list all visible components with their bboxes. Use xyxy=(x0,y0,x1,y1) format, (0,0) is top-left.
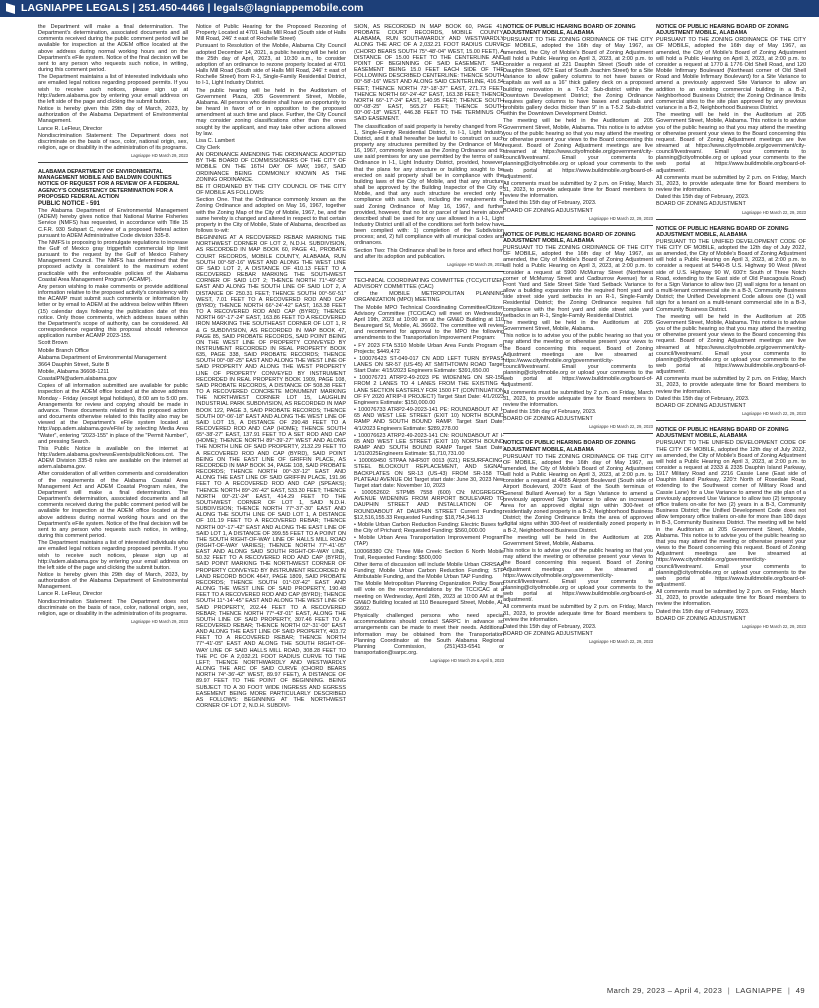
notice-paragraph: The NMFS is proposing to promulgate regulations to increase the Gulf of Mexico gray triggerfish commercial trip limit pursuant to the request by the Gulf of Mexico Fishery Management Council. The NMFS has determined that the proposed activity is consistent to the maximum extent practicable with the enforceable policies of the Alabama Coastal Area Management Program (ACAMP). xyxy=(38,239,188,283)
column-3 xyxy=(354,24,504,979)
notice-paragraph: This notice is to advise you of the public hearing so that you may attend the meeting or otherwise present your views to the Board concerning this request. Board of Zoning Adjustment meetings are live streamed at https://www.cityofmobile.org/government/city-council/livestream/. Email your comments to planning@cityofmobile.org or upload your comments to the web portal at https://www.buildmobile.org/board-of-adjustment/. xyxy=(503,333,653,389)
column-1 xyxy=(38,24,188,979)
notice-paragraph: • 100069450 STPAA NHF50T 0013 (621) RESURFACING, STEEL BLOCKOUT REPLACEMENT, AND SIGNAL BACKPLATES ON SR-13 (US-43) FROM SR-158 TO PLATEAU AVENUE Old Target start date: June 30, 2023 New Target start date: November 10, 2023 xyxy=(354,458,504,489)
notice-paragraph: The Mobile Metropolitan Planning Organization Policy Board will vote on the recommendations by the TCC/CAC at a meeting on Wednesday, April 26th, 2023 at 10:00 AM at the GM&O Building located at 110 Beauregard Street, Mobile, AL 36602. xyxy=(354,581,504,612)
notice-divider xyxy=(503,433,653,434)
notice-divider xyxy=(656,420,806,421)
legal-notice xyxy=(503,24,653,221)
notice-paragraph: • 100052602: STPMB 7558 (600) CN: MCGREGOR AVENUE WIDENING FROM AIRPORT BOULEVARD TO DAUPHIN STREET AND INSTALLATION OF A ROUNDABOUT AT DAUPHIN STREET Current Funding: $12,516,155.33 Requested Funding: $18,754,346.13 xyxy=(354,490,504,521)
notice-paragraph: The Alabama Department of Environmental Management (ADEM) hereby gives notice that National Marine Fisheries Service (NMFS) has requested, in accordance with Title 15 C.F.R. 930 Subpart C, review of a proposed federal action pursuant to ADEM Administrative Code division 335-8. xyxy=(38,208,188,239)
notice-paragraph: PURSUANT TO THE ZONING ORDINANCE OF THE CITY OF MOBILE, adopted the 16th day of May 1967, as amended, the City of Mobile's Board of Zoning Adjustment will hold a Public Hearing on April 3, 2023, at 2:00 p.m. to consider a request at 5900 McMurray Street (Northwest corner of McMurray Street and Cadburrow Avenue) for a Front Yard and Side Street Side Yard Setback Variance to allow a building expansion into the required front yard and side street side yard setbacks in an R-1, Single-Family Residential District; the Zoning Ordinance requires full compliance with the front yard and side street side yard setbacks in an R-1, Single-Family Residential District. xyxy=(503,245,653,319)
notice-paragraph: • 100076733 ATRP2-49-2023-141 PE: ROUNDABOUT AT I-65 AND WEST LEE STREET (EXIT 10) NORTH BOUND RAMP AND SOUTH BOUND RAMP. Target Start Date: 4/1/2023 Engineers Estimate: $289,278.00 xyxy=(354,407,504,432)
notice-paragraph: Physically challenged persons who need special accommodations should contact SARPC in advance so arrangements can be made to meet their needs. Additional information may be obtained from the Transportation Planning Coordinator at the South Alabama Regional Planning Commission, (251)433-6541 or transportation@sarpc.org. xyxy=(354,613,504,656)
notice-paragraph: Lance R. LeFleur, Director xyxy=(38,125,103,132)
notice-divider xyxy=(656,219,806,220)
page-footer xyxy=(607,986,805,995)
notice-credit: Lagniappe HD March 29, 2023 xyxy=(130,619,188,625)
notice-heading: NOTICE OF PUBLIC HEARING BOARD OF ZONING ADJUSTMENT MOBILE, ALABAMA xyxy=(503,24,636,37)
notice-paragraph: The meeting will be held in the Auditorium at 205 Government Street, Mobile, Alabama. xyxy=(503,319,653,333)
masthead-text: LAGNIAPPE LEGALS | 251.450-4466 | legals@lagniappemobile.com xyxy=(21,2,364,14)
notice-paragraph: Section Two: This Ordinance shall be in force and effect from and after its adoption and publication. xyxy=(354,247,504,260)
notice-heading: NOTICE OF PUBLIC HEARING BOARD OF ZONING ADJUSTMENT MOBILE, ALABAMA xyxy=(656,225,789,238)
notice-paragraph: PURSUANT TO THE ZONING ORDINANCE OF THE CITY OF MOBILE, adopted the 16th day of May 1967, as amended, the City of Mobile's Board of Zoning Adjustment will hold a Public Hearing on April 3, 2023, at 2:00 p.m. to consider a request at 1770 & 1776 Old Shell Road, and 120 Mobile Infirmary Boulevard (Northeast corner of Old Shell Road and Mobile Infirmary Boulevard) for a Site Variance to amend a previously approved Site Variance to allow an addition to an existing commercial building in a B-2, Neighborhood Business District; the Zoning Ordinance limits commercial sites to the site plan approved by any previous variance in a B-2, Neighborhood Business District. xyxy=(656,37,806,112)
notice-paragraph: The Mobile MPO Technical Coordinating Committee/Citizen Advisory Committee (TCC/CAC) will meet on Wednesday, April 19th, 2023 at 10:00 am at the GM&O Building at 110 Beauregard St, Mobile, AL 36602. The committee will review and recommend for approval to the MPO the following amendments to the Transportation Improvement Program: xyxy=(354,304,504,342)
notice-paragraph: BOARD OF ZONING ADJUSTMENT xyxy=(656,402,746,409)
notice-paragraph: Lisa C. Lambert xyxy=(196,137,235,144)
notice-paragraph: 100068380 CN: Three Mile Creek: Section 6 North Mobile Trail, Requested Funding: $500,000 xyxy=(354,548,504,561)
notice-paragraph: • Mobile Urban Area Transportation Improvement Program (TAP) xyxy=(354,535,504,548)
notice-paragraph: PURSUANT TO THE ZONING ORDINANCE OF THE CITY OF MOBILE, adopted the 16th day of May 1967, as amended, the City of Mobile's Board of Zoning Adjustment will hold a Public Hearing on April 3, 2023, at 2:00 p.m. to consider a request at 4685 Airport Boulevard (South side of Airport Boulevard, 200'± East of the South terminus of General Bullard Avenue) for a Sign Variance to amend a previously approved Sign Variance to allow an increased area for an approved digital sign within 300-feet of residentially zoned property in a B-2, Neighborhood Business District; the Zoning Ordinance limits the area of approved digital signs within 300-feet of residentially zoned property in a B-2, Neighborhood Business District. xyxy=(503,453,653,534)
notice-paragraph: Dated this 15th day of February, 2023. xyxy=(656,608,750,615)
notice-paragraph: CoastalPN@adem.alabama.gov xyxy=(38,376,117,383)
notice-paragraph: • FY 2023 FTA 5310 Mobile Urban Area Funds Program of Projects; $449,472 xyxy=(354,342,504,355)
notice-paragraph: The meeting will be held in the Auditorium at 205 Government Street, Mobile, Alabama. xyxy=(503,534,653,547)
notice-paragraph: Mobile Branch Office xyxy=(38,347,89,354)
notice-paragraph: Any person wishing to make comments or provide additional information relative to the proposed activity's consistency with the ACAMP must submit such comments or information by letter or by email to ADEM at the address below within fifteen (15) calendar days following the publication date of this notice. Only those comments, which address issues within the Department's scope of authority, can be considered. All correspondence regarding this proposal should reference application number ACAMP 2023-155. xyxy=(38,283,188,340)
notice-paragraph: Notice is hereby given this 29th day of March, 2023, by authorization of the Alabama Department of Environmental Management. xyxy=(38,106,188,125)
notice-paragraph: Copies of all information submitted are available for public inspection at the ADEM office located at the above address Monday - Friday (except legal holidays), 8:00 am to 5:00 pm. Arrangements for review and copying should be made in advance. These documents related to this proposed action and documents otherwise related to this facility also may be viewed at the Department's eFile system located at http://app.adem.alabama.gov/eFile/ by selecting Media Area "Water", entering "2023-155" in place of the "Permit Number", and pressing Search. xyxy=(38,383,188,445)
notice-paragraph: SION, AS RECORDED IN MAP BOOK 60, PAGE 41, PROBATE COURT RECORDS, MOBILE COUNTY, ALABAMA, RUN SOUTHWARDLY AND WESTWARDLY ALONG THE ARC OF A 2,032.21 FOOT RADIUS CURVE (CHORD BEARS SOUTH 75°-48'-04" WEST, 15.00 FEET), A DISTANCE OF 15.00 FEET TO THE CENTERLINE AND POINT OF BEGINNING OF SAID EASEMENT. SAID EASEMENT BEING 15.0 FEET EACH SIDE OF THE FOLLOWING DESCRIBED CENTERLINE: THENCE SOUTH 00°-58'-16" WEST AND ALONG SAID CENTERLINE, 416.54 FEET; THENCE NORTH 73°-18'-37" EAST, 271.73 FEET; THENCE NORTH 66°-24'-42" EAST, 163.38 FEET; THENCE NORTH 66°-17'-24" EAST, 140.95 FEET; THENCE SOUTH 00°-08'-25" EAST, 565.27 FEET; THENCE SOUTH 00°-06'-18" WEST, 446.38 FEET TO THE TERMINUS OF SAID EASEMENT. xyxy=(354,24,504,123)
notice-paragraph: • 100076423 ST-049-017 CN ADD LEFT TURN BYPASS LANES ON SR-57 (US-45) AT SMITHTOWN ROAD Target Start Date: 4/15/2023 Engineers Estimate: $391,650.00 xyxy=(354,355,504,375)
notice-divider xyxy=(354,271,504,272)
notice-credit: Lagniappe HD March 22, 29, 2023 xyxy=(741,209,806,215)
notice-credit: Lagniappe HD March 29, 2023 xyxy=(446,261,504,267)
notice-paragraph: Notice of Public Hearing for the Proposed Rezoning of Property Located at 4701 Halls Mill Road (South side of Halls Mill Road, 246' ± east of Rochelle Street) xyxy=(196,24,346,43)
notice-heading: NOTICE OF PUBLIC HEARING BOARD OF ZONING ADJUSTMENT MOBILE, ALABAMA xyxy=(503,231,636,244)
notice-paragraph: 3664 Dauphin Street, Suite B xyxy=(38,361,110,368)
notice-paragraph: Alabama Department of Environmental Management xyxy=(38,354,167,361)
notice-heading: NOTICE OF PUBLIC HEARING BOARD OF ZONING ADJUSTMENT MOBILE, ALABAMA xyxy=(503,440,636,453)
notice-heading: ALABAMA DEPARTMENT OF ENVIRONMENTAL MANAGEMENT MOBILE AND BALDWIN COUNTIES NOTICE OF REQUEST FOR A REVIEW OF A FEDERAL AGENCY'S CONSISTENCY DETERMINATION FOR A PROPOSED FEDERAL ACTION xyxy=(38,169,180,200)
notice-paragraph: This Public Notice is available on the internet at http://adem.alabama.gov/newsEvents/publicNotices.cnt. The ADEM Division 335-8 rules are available on the internet at adem.alabama.gov. xyxy=(38,445,188,471)
notice-credit: Lagniappe HD March 22, 29, 2023 xyxy=(588,215,653,221)
notice-paragraph: Other items of discussion will include Mobile Urban CRRSAA Funding; Mobile Urban Carbon Reduction Funding; STP Attributable Funding, and the Mobile Urban TAP Funding. xyxy=(354,561,504,581)
notice-paragraph: The Department maintains a list of interested individuals who are emailed legal notices regarding proposed permits. If you wish to receive such notices, please sign up at http://adem.alabama.gov by entering your email address on the left side of the page and clicking the submit button. xyxy=(38,540,188,571)
notice-paragraph: Dated this 15th day of February, 2023. xyxy=(503,623,597,630)
notice-paragraph: the Department will make a final determination. The Department's determination, associated documents and all comments received during the public comment period will be available for inspection at the ADEM office located at the above address during normal working hours and on the Department's eFile system. Notice of the final decision will be sent to any person who requests such notice, in writing, during this comment period. xyxy=(38,24,188,74)
notice-paragraph: After consideration of all written comments and consideration of the requirements of the Alabama Coastal Area Management Act and ADEM Coastal Program rules, the Department will make a final determination. The Department's determination, associated documents and all comments received during the public comment period will be available for inspection at the ADEM office located at the above address during normal working hours and on the Department's eFile system. Notice of the final decision will be sent to any person who requests such notice, in writing, during this comment period. xyxy=(38,471,188,540)
notice-paragraph: The Department maintains a list of interested individuals who are emailed legal notices regarding proposed permits. If you wish to receive such notices, please sign up at http://adem.alabama.gov by entering your email address on the left side of the page and clicking the submit button. xyxy=(38,74,188,105)
notice-paragraph: All comments must be submitted by 2 p.m. on Friday, March 31, 2023, to provide adequate time for Board members to review the information. xyxy=(656,589,806,608)
footer-divider: | xyxy=(727,986,731,995)
notice-paragraph: Dated this 15th day of February, 2023. xyxy=(656,395,750,402)
notice-heading: NOTICE OF PUBLIC HEARING BOARD OF ZONING ADJUSTMENT MOBILE, ALABAMA xyxy=(656,24,789,37)
notice-credit: Lagniappe HD March 29 & April 5, 2023 xyxy=(430,658,504,664)
notice-paragraph: BOARD OF ZONING ADJUSTMENT xyxy=(503,631,593,638)
notice-paragraph: BOARD OF ZONING ADJUSTMENT xyxy=(503,207,593,214)
notice-paragraph: Dated this 15th day of February, 2023. xyxy=(503,409,597,416)
notice-paragraph: Pursuant to Resolution of the Mobile, Alabama City Council adopted December 14, 2021, a public hearing will be held on the 25th day of April, 2023, at 10:30 a.m., to consider adoption of an ordinance to rezone property located at 4701 Halls Mill Road (South side of Halls Mill Road, 246' ± east of Rochelle Street) from R-1, Single-Family Residential District, to I-1, Light Industry District. xyxy=(196,43,346,87)
notice-paragraph: All comments must be submitted by 2 p.m. on Friday, March 31, 2023, to provide adequate time for Board members to review the information. xyxy=(503,180,653,200)
legal-notice xyxy=(354,278,504,663)
notice-heading: NOTICE OF PUBLIC HEARING BOARD OF ZONING ADJUSTMENT MOBILE, ALABAMA xyxy=(656,427,789,440)
notice-paragraph: PURSUANT TO THE ZONING ORDINANCE OF THE CITY OF MOBILE, adopted the 16th day of May 1967, as amended, the City of Mobile's Board of Zoning Adjustment will hold a Public Hearing on April 3, 2023, at 2:00 p.m. to consider a request at 221 Dauphin Street (South side of Dauphin Street, 60'± East of South Joachim Street) for a Site Variance to allow gallery columns to not have bases or capitals as well as a 16" thick gallery deck on a proposed building renovation in a T-5.2 Sub-district within the Downtown Development District; the Zoning Ordinance requires gallery columns to have bases and capitals and prohibits gallery decks thicker than 9" in a T-5.2 Sub-district within the Downtown Development District. xyxy=(503,37,653,118)
notice-paragraph: The meeting will be held in the Auditorium at 205 Government Street, Mobile, Alabama. This notice is to advise you of the public hearing so that you may attend the meeting or otherwise present your views to the Board concerning this request. Board of Zoning Adjustment meetings are live streamed at https://www.cityofmobile.org/government/city-council/livestream/. Email your comments to planning@cityofmobile.org or upload your comments to the web portal at https://www.buildmobile.org/board-of-adjustment/. xyxy=(503,118,653,180)
notice-credit: Lagniappe HD March 22, 29, 2023 xyxy=(588,424,653,430)
notice-paragraph: • Mobile Urban Carbon Reduction Funding: Electric Buses for the City of Prichard; Requested Funding: $560,000.00 xyxy=(354,521,504,535)
notice-credit: Lagniappe HD March 29, 2023 xyxy=(130,153,188,159)
notice-paragraph: Dated this 15th day of February, 2023. xyxy=(503,200,597,207)
notice-paragraph: BOARD OF ZONING ADJUSTMENT xyxy=(656,615,746,622)
notice-paragraph: of the MOBILE METROPOLITAN PLANNING ORGANIZATION (MPO) MEETING xyxy=(354,291,504,304)
notice-paragraph: Lance R. LeFleur, Director xyxy=(38,591,103,598)
notice-paragraph: Dated this 15th day of February, 2023. xyxy=(656,194,750,201)
notice-paragraph: Section One. That the Ordinance commonly known as the Zoning Ordinance and adopted on May 16, 1967, together with the Zoning Map of the City of Mobile, 1967, be, and the same hereby is changed and altered in respect to that certain property in the City of Mobile, State of Alabama, described as follows to-wit: xyxy=(196,197,346,234)
page-number: 49 xyxy=(795,986,805,995)
notice-paragraph: • 100076721 ATRP2-49-2023 PE WIDENING ON SR-158 FROM 2 LANES TO 4 LANES FROM THE EXISTING 4 LANE SECTION EASTERLY FOR 1500 FT (CONTINUATION OF FY 2020 ATRIP-II PROJECT) Target Start Date: 4/1/2023 Engineers Estimate: $150,000.00 xyxy=(354,375,504,406)
legal-notice xyxy=(503,232,653,430)
column-2 xyxy=(196,24,346,979)
notice-credit: Lagniappe HD March 22, 29, 2023 xyxy=(741,623,806,629)
notice-credit: Lagniappe HD March 22, 29, 2023 xyxy=(588,639,653,645)
notice-paragraph: BOARD OF ZONING ADJUSTMENT xyxy=(656,201,746,208)
issue-date: March 29, 2023 – April 4, 2023 xyxy=(606,986,723,995)
legal-notice xyxy=(38,169,188,624)
notice-paragraph: The meeting will be held in the Auditorium at 205 Government Street, Mobile, Alabama. This notice is to advise you of the public hearing so that you may attend the meeting or otherwise present your views to the Board concerning this request. Board of Zoning Adjustment meetings are live streamed at https://www.cityofmobile.org/government/city-council/livestream/. Email your comments to planning@cityofmobile.org or upload your comments to the web portal at https://www.buildmobile.org/board-of-adjustment/. xyxy=(656,313,806,376)
footer-divider: | xyxy=(787,986,791,995)
notice-paragraph: All comments must be submitted by 2 p.m. on Friday, March 31, 2023, to provide adequate time for Board members to review the information. xyxy=(503,604,653,623)
notice-paragraph: • 100076623 ATRP2-49-2023-141 CN: ROUNDABOUT AT I-65 AND WEST LEE STREET (EXIT 10) NORTH BOUND RAMP AND SOUTH BOUND RAMP Target Start Date: 1/31/2025Engineers Estimate: $1,710,731.00 xyxy=(354,432,504,458)
notice-paragraph: BOARD OF ZONING ADJUSTMENT xyxy=(503,416,593,423)
notice-paragraph: Mobile, Alabama 36608-1211 xyxy=(38,368,110,375)
notice-paragraph: The classification of said property is hereby changed from R-1, Single-Family Residential District, to I-1, Light Industry District, and it shall hereafter be lawful to construct on such property any structures permitted by the Ordinance of May 16, 1967, commonly known as the Zoning Ordinance and to use said premises for any use permitted by the terms of said Ordinance in I-1, Light Industry District, provided, however, that the plans for any structure or building sought to be erected on said property shall be in compliance with the building laws of the City of Mobile, and that any structure shall be approved by the Building Inspector of the City of Mobile, and that any such structure be erected only in compliance with such laws, including the requirements of said Zoning Ordinance of May 16, 1967, and further provided, however, that no lot or parcel of land herein above described shall be used for any use allowed in a I-1, Light Industry District until all of the conditions set forth below have been complied with: 1) completion of the Subdivision process; and, 2) full compliance with all municipal codes and ordinances. xyxy=(354,123,504,247)
notice-paragraph: The public hearing will be held in the Auditorium of Government Plaza, 205 Government Street, Mobile, Alabama. All persons who desire shall have an opportunity to be heard in favor of or in opposition to the proposed amendment at such time and place. Further, the City Council may consider zoning classifications other than the ones sought by the applicant, and may take other actions allowed by law. xyxy=(196,87,346,137)
notice-paragraph: All comments must be submitted by 2 p.m. on Friday, March 31, 2023, to provide adequate time for Board members to review the information. xyxy=(656,174,806,194)
footer-brand: LAGNIAPPE xyxy=(735,986,783,995)
column-4 xyxy=(503,24,653,979)
legal-notice xyxy=(656,24,806,215)
notice-paragraph: PURSUANT TO THE UNIFIED DEVELOPMENT CODE OF THE CITY OF MOBILE, adopted the 12th day of July 2022, as amended, the City of Mobile's Board of Zoning Adjustment will hold a Public Hearing on April 3, 2023, at 2:00 p.m. to consider a request at 5440-B U.S. Highway 90 West (West side of U.S. Highway 90 W, 600'± South of Three Notch Road, extending to the East side of Old Pascagoula Road) for a Sign Variance to allow two (2) wall signs for a tenant on a multi-tenant commercial site in a B-3, Community Business District; the Unified Development Code allows one (1) wall sign for a tenant on a multi-tenant commercial site in a B-3, Community Business District. xyxy=(656,238,806,313)
public-notice-number: PUBLIC NOTICE - 591 xyxy=(38,200,101,207)
notice-divider xyxy=(38,162,188,163)
notice-paragraph: All comments must be submitted by 2 p.m. on Friday, March 31, 2023, to provide adequate time for Board members to review the information. xyxy=(656,376,806,395)
legal-notices-page xyxy=(38,24,813,979)
notice-paragraph: AN ORDINANCE AMENDING THE ORDINANCE ADOPTED BY THE BOARD OF COMMISSIONERS OF THE CITY OF MOBILE ON THE 16TH DAY OF MAY, 1967, SAID ORDINANCE BEING COMMONLY KNOWN AS THE ZONING ORDINANCE. xyxy=(196,152,346,183)
notice-paragraph: Nondiscrimination Statement: The Department does not discriminate on the basis of race, color, national origin, sex, religion, age or disability in the administration of its programs. xyxy=(38,598,188,617)
legal-notice xyxy=(656,427,806,629)
notice-paragraph: City Clerk xyxy=(196,144,220,151)
notice-paragraph: TECHNICAL COORDINATING COMMITTEE (TCC)/CITIZEN ADVISORY COMMITTEE (CAC) xyxy=(354,277,504,291)
notice-paragraph: BE IT ORDAINED BY THE CITY COUNCIL OF THE CITY OF MOBILE AS FOLLOWS: xyxy=(196,183,346,197)
notice-paragraph: All comments must be submitted by 2 p.m. on Friday, March 31, 2023, to provide adequate time for Board members to review the information. xyxy=(503,389,653,408)
masthead xyxy=(0,0,819,17)
column-5 xyxy=(656,24,806,979)
legal-notice xyxy=(196,24,346,709)
legal-notice xyxy=(503,440,653,644)
notice-paragraph: Scott Brown xyxy=(38,340,68,347)
legal-notice xyxy=(656,226,806,417)
notice-paragraph: BEGINNING AT A RECOVERED REBAR MARKING THE NORTHWEST CORNER OF LOT 2, N.D.H. SUBDIVISION, AS RECORDED IN MAP BOOK 60, PAGE 41, PROBATE COURT RECORDS, MOBILE COUNTY, ALABAMA, RUN SOUTH 00°-58'-16" WEST AND ALONG THE WEST LINE OF SAID LOT 2, A DISTANCE OF 410.13 FEET TO A RECOVERED REBAR MARKING THE SOUTHWEST CORNER OF SAID LOT 2; THENCE NORTH 71°-49'-53" EAST AND ALONG THE SOUTH LINE OF SAID LOT 2, A DISTANCE OF 250.31 FEET; THENCE SOUTH 00°-56'-51" WEST, 7.01 FEET TO A RECOVERED ROD AND CAP (BYRD); THENCE NORTH 66°-24'-42" EAST, 163.38 FEET TO A RECOVERED ROD AND CAP (BYRD); THENCE NORTH 66°-17'-24" EAST, 163.86 FEET TO A RECOVERED IRON MARKING THE SOUTHEAST CORNER OF LOT 1, R & G SUBDIVISION, AS RECORDED IN MAP BOOK 47, PAGE 85, SAID PROBATE RECORDS, SAID POINT BEING ON THE WEST LINE OF PROPERTY CONVEYED BY INSTRUMENT RECORDED IN REAL PROPERTY BOOK 635, PAGE 338, SAID PROBATE RECORDS; THENCE SOUTH 00°-08'-25" EAST AND ALONG THE WEST LINE OF SAID PROPERTY AND ALONG THE WEST PROPERTY LINE OF PROPERTY CONVEYED BY INSTRUMENT RECORDED IN REAL PROPERTY BOOK 1909, PAGE 108, SAID PROBATE RECORDS, A DISTANCE OF 508.38 FEET TO A RECOVERED CONCRETE MONUMENT MARKING THE NORTHWEST CORNER LOT 15, LAUGHLIN INDUSTRIAL PARK SUBDIVISION, AS RECORDED IN MAP BOOK 122, PAGE 3, SAID PROBATE RECORDS; THENCE SOUTH 00°-06'-18" EAST AND ALONG THE WEST LINE OF SAID LOT 15, A DISTANCE OF 290.48 FEET TO A RECOVERED ROD AND CAP (HOME); THENCE SOUTH 65°-38'-27" EAST, 137.91 FEET TO A SET ROD AND CAP (HOME); THENCE NORTH 89°-39'-27" WEST AND ALONG THE NORTH LINE OF SAID PROPERTY, 2132.29 FEET TO A RECOVERED ROD AND CAP (BYRD), SAID POINT BEING ON THE EAST LINE OF GRIFFIN PLACE, AS RECORDED IN MAP BOOK 34, PAGE 108, SAID PROBATE RECORDS; THENCE NORTH 00°-33'-12" EAST AND ALONG THE EAST LINE OF SAID GRIFFIN PLACE, 191.96 FEET TO A RECOVERED ROD AND CAP (SPEAKS); THENCE NORTH 89°-26'-42" EAST, 533.30 FEET; THENCE NORTH 00°-21'-24" EAST, 414.29 FEET TO THE SOUTHWEST CORNER OF LOT 1, SAID N.D.H. SUBDIVISION; THENCE NORTH 77°-37'-30" EAST AND ALONG THE SOUTH LINE OF SAID LOT 1, A DISTANCE OF 101.19 FEET TO A RECOVERED REBAR; THENCE NORTH 00°-17'-42" EAST AND ALONG THE EAST LINE OF SAID LOT 1, A DISTANCE OF 399.55 FEET TO A POINT ON THE SOUTH RIGHT-OF-WAY LINE OF HALLS MILL ROAD (RIGHT-OF-WAY VARIES); THENCE NORTH 77°-41'-05" EAST AND ALONG SAID SOUTH RIGHT-OF-WAY LINE, 50.32 FEET TO A RECOVERED ROD AND CAP (BYRD), SAID POINT MARKING THE NORTHWEST CORNER OF PROPERTY CONVEYED BY INSTRUMENT RECORDED IN LAND RECORD BOOK 4647, PAGE 1809, SAID PROBATE RECORDS; THENCE SOUTH 01°-03'-42" EAST AND ALONG THE WEST LINE OF SAID PROPERTY, 190.48 FEET TO A RECOVERED ROD AND CAP (BYRD); THENCE SOUTH 11°-14'-45" EAST AND ALONG THE WEST LINE OF SAID PROPERTY, 202.44 FEET TO A RECOVERED REBAR; THENCE NORTH 77°-43'-01" EAST, ALONG THE SOUTH LINE OF SAID PROPERTY, 307.46 FEET TO A RECOVERED REBAR; THENCE NORTH 02°-31'-00" EAST AND ALONG THE EAST LINE OF SAID PROPERTY, 403.72 FEET TO A RECOVERED REBAR; THENCE NORTH 77°-41'-05" EAST AND ALONG THE SOUTH RIGHT-OF-WAY LINE OF SAID HALLS MILL ROAD, 308.28 FEET TO THE PC OF A 2,032.21 FOOT RADIUS CURVE TO THE LEFT; THENCE NORTHWARDLY AND WESTWARDLY ALONG THE ARC OF SAID CURVE (CHORD BEARS NORTH 74°-36'-42" WEST, 89.97 FEET), A DISTANCE OF 89.97 FEET TO THE POINT OF BEGINNING. BEING SUBJECT TO A 30 FOOT WIDE INGRESS AND EGRESS EASEMENT BEING MORE PARTICULARLY DESCRIBED AS FOLLOWS: BEGINNING AT THE NORTHWEST CORNER OF LOT 2, N.D.H. SUBDIVI- xyxy=(196,235,346,710)
notice-credit: Lagniappe HD March 22, 29, 2023 xyxy=(741,411,806,417)
legal-notice xyxy=(38,24,188,158)
notice-paragraph: PURSUANT TO THE UNIFIED DEVELOPMENT CODE OF THE CITY OF MOBILE, adopted the 12th day of July 2022, as amended, the City of Mobile's Board of Zoning Adjustment will hold a Public Hearing on April 3, 2023, at 2:00 p.m. to consider a request at 2333 & 2335 Dauphin Island Parkway, 1917 Military Road and 2216 Cassie Lane (East side of Dauphin Island Parkway, 220'± North of Rosedale Road, extending to the Southwest corner of Military Road and Cassie Lane) for a Use Variance to amend the site plan of a previously approved Use Variance to allow two (2) temporary office trailers on-site for two (2) years in a B-3, Community Business District; the Unified Development Code does not allow temporary office trailers on-site for more than 180 days in B-3, Community Business District. The meeting will be held in the Auditorium at 205 Government Street, Mobile, Alabama. This notice is to advise you of the public hearing so that you may attend the meeting or otherwise present your views to the Board concerning this request. Board of Zoning Adjustment meetings are live streamed at https://www.cityofmobile.org/government/city-council/livestream/. Email your comments to planning@cityofmobile.org or upload your comments to the web portal at https://www.buildmobile.org/board-of-adjustment/. xyxy=(656,440,806,588)
legal-notice xyxy=(354,24,504,267)
notice-paragraph: The meeting will be held in the Auditorium at 205 Government Street, Mobile, Alabama. This notice is to advise you of the public hearing so that you may attend the meeting or otherwise present your views to the Board concerning this request. Board of Zoning Adjustment meetings are live streamed at https://www.cityofmobile.org/government/city-council/livestream/. Email your comments to planning@cityofmobile.org or upload your comments to the web portal at https://www.buildmobile.org/board-of-adjustment/. xyxy=(656,112,806,174)
notice-paragraph: This notice is to advise you of the public hearing so that you may attend the meeting or otherwise present your views to the Board concerning this request. Board of Zoning Adjustment meetings are live streamed at https://www.cityofmobile.org/government/city-council/livestream/. Email your comments to planning@cityofmobile.org or upload your comments to the web portal at https://www.buildmobile.org/board-of-adjustment/. xyxy=(503,548,653,604)
notice-paragraph: Nondiscrimination Statement: The Department does not discriminate on the basis of race, color, national origin, sex, religion, age or disability in the administration of its programs. xyxy=(38,132,188,151)
notice-divider xyxy=(503,225,653,226)
notice-paragraph: Notice is hereby given this 29th day of March, 2023, by authorization of the Alabama Department of Environmental Management. xyxy=(38,571,188,591)
lagniappe-logo-icon xyxy=(6,3,15,14)
